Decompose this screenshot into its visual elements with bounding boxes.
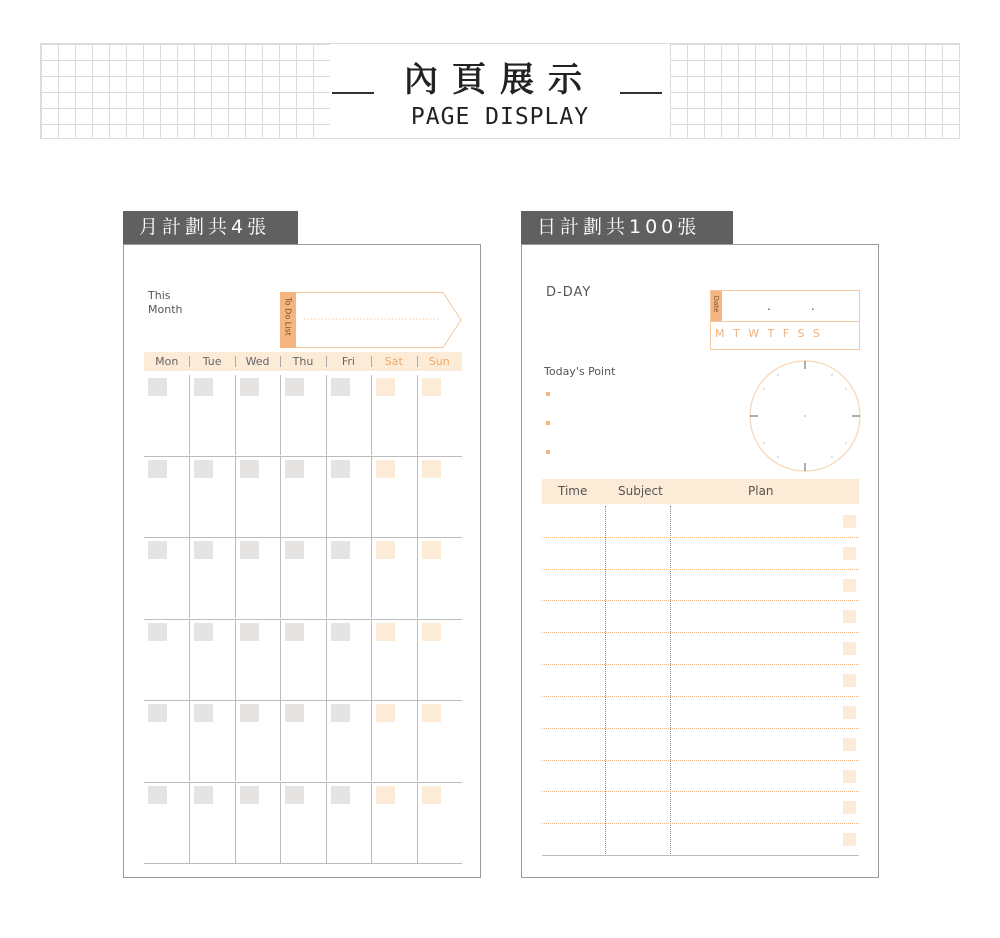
monthly-page xyxy=(123,244,481,878)
date-number-box xyxy=(331,704,350,722)
schedule-row-line xyxy=(542,632,859,633)
date-number-box xyxy=(240,786,259,804)
date-number-box xyxy=(331,786,350,804)
calendar-day-cell xyxy=(417,457,463,537)
calendar-day-cell xyxy=(371,375,417,455)
date-number-box xyxy=(422,786,441,804)
calendar-day-cell xyxy=(280,457,326,537)
schedule-checkbox xyxy=(843,547,856,560)
schedule-divider xyxy=(670,506,671,856)
date-number-box xyxy=(285,704,304,722)
calendar-day-cell xyxy=(417,538,463,618)
calendar-day-cell xyxy=(326,538,372,618)
weekday-sat: Sat xyxy=(371,352,416,371)
calendar-day-cell xyxy=(144,620,189,700)
date-number-box xyxy=(194,623,213,641)
date-number-box xyxy=(331,541,350,559)
calendar-day-cell xyxy=(235,783,281,863)
date-side-strip xyxy=(711,291,722,321)
weekday-wed: Wed xyxy=(235,352,280,371)
date-number-box xyxy=(376,704,395,722)
schedule-checkbox xyxy=(843,706,856,719)
schedule-row-line xyxy=(542,600,859,601)
calendar-day-cell xyxy=(371,538,417,618)
calendar-day-cell xyxy=(417,783,463,863)
calendar-day-cell xyxy=(144,375,189,455)
page-subtitle: PAGE DISPLAY xyxy=(410,104,590,130)
calendar-day-cell xyxy=(371,620,417,700)
calendar-day-cell xyxy=(371,783,417,863)
date-number-box xyxy=(331,378,350,396)
this-month-line1: This xyxy=(148,289,171,302)
calendar-day-cell xyxy=(371,457,417,537)
date-number-box xyxy=(376,541,395,559)
calendar-day-cell xyxy=(280,375,326,455)
schedule-checkbox xyxy=(843,801,856,814)
calendar-day-cell xyxy=(326,783,372,863)
date-number-box xyxy=(148,704,167,722)
this-month-line2: Month xyxy=(148,303,183,316)
this-month-label xyxy=(148,289,182,317)
point-bullet xyxy=(546,421,550,425)
calendar-day-cell xyxy=(235,538,281,618)
calendar-day-cell xyxy=(144,701,189,781)
date-number-box xyxy=(148,378,167,396)
weekday-tue: Tue xyxy=(189,352,234,371)
calendar-day-cell xyxy=(235,457,281,537)
date-divider xyxy=(711,321,859,322)
calendar-day-cell xyxy=(144,538,189,618)
col-plan: Plan xyxy=(748,484,774,498)
calendar-day-cell xyxy=(189,783,235,863)
point-bullet xyxy=(546,450,550,454)
col-subject: Subject xyxy=(618,484,663,498)
weekday-header xyxy=(144,352,462,371)
date-number-box xyxy=(240,704,259,722)
calendar-day-cell xyxy=(189,701,235,781)
schedule-header xyxy=(542,479,859,504)
calendar-day-cell xyxy=(189,375,235,455)
date-number-box xyxy=(240,378,259,396)
date-number-box xyxy=(194,786,213,804)
date-dots: .. xyxy=(767,299,855,313)
date-number-box xyxy=(422,378,441,396)
schedule-checkbox xyxy=(843,770,856,783)
date-number-box xyxy=(285,786,304,804)
schedule-checkbox xyxy=(843,515,856,528)
schedule-row-line xyxy=(542,696,859,697)
date-number-box xyxy=(422,704,441,722)
schedule-checkbox xyxy=(843,642,856,655)
month-calendar-grid xyxy=(144,375,462,864)
date-number-box xyxy=(194,704,213,722)
schedule-lines xyxy=(542,506,859,856)
weekday-fri: Fri xyxy=(326,352,371,371)
date-number-box xyxy=(285,623,304,641)
calendar-week-row xyxy=(144,538,462,620)
date-number-box xyxy=(422,460,441,478)
date-number-box xyxy=(194,378,213,396)
calendar-day-cell xyxy=(189,538,235,618)
schedule-row-line xyxy=(542,791,859,792)
date-number-box xyxy=(376,378,395,396)
todo-label: To Do List xyxy=(283,297,293,336)
schedule-checkbox xyxy=(843,674,856,687)
date-label: Date xyxy=(712,295,720,313)
monthly-tag: 月計劃共4張 xyxy=(123,211,298,244)
calendar-week-row xyxy=(144,457,462,539)
calendar-day-cell xyxy=(235,375,281,455)
todo-side-strip xyxy=(280,292,296,348)
todays-point-label: Today's Point xyxy=(544,365,616,378)
calendar-day-cell xyxy=(417,620,463,700)
calendar-day-cell xyxy=(417,375,463,455)
calendar-day-cell xyxy=(326,375,372,455)
date-number-box xyxy=(240,460,259,478)
schedule-row-line xyxy=(542,569,859,570)
todo-flag xyxy=(280,292,462,348)
calendar-day-cell xyxy=(144,783,189,863)
calendar-day-cell xyxy=(189,620,235,700)
date-number-box xyxy=(148,460,167,478)
date-number-box xyxy=(285,378,304,396)
date-number-box xyxy=(148,623,167,641)
clock-icon xyxy=(748,359,862,473)
schedule-checkbox xyxy=(843,610,856,623)
daily-tag: 日計劃共100張 xyxy=(521,211,733,244)
calendar-day-cell xyxy=(371,701,417,781)
schedule-checkbox xyxy=(843,579,856,592)
date-number-box xyxy=(331,460,350,478)
schedule-checkbox xyxy=(843,833,856,846)
calendar-day-cell xyxy=(235,701,281,781)
date-number-box xyxy=(422,623,441,641)
page-title: 內頁展示 xyxy=(404,60,596,100)
col-time: Time xyxy=(558,484,588,498)
schedule-row-line xyxy=(542,760,859,761)
date-number-box xyxy=(331,623,350,641)
calendar-day-cell xyxy=(326,620,372,700)
calendar-day-cell xyxy=(417,701,463,781)
date-number-box xyxy=(285,541,304,559)
calendar-week-row xyxy=(144,783,462,865)
schedule-row-line xyxy=(542,823,859,824)
date-number-box xyxy=(194,541,213,559)
schedule-checkbox xyxy=(843,738,856,751)
calendar-day-cell xyxy=(235,620,281,700)
daily-page xyxy=(521,244,879,878)
date-number-box xyxy=(148,541,167,559)
todo-flag-outline xyxy=(280,292,462,348)
schedule-row-line xyxy=(542,855,859,856)
dday-label: D-DAY xyxy=(546,285,592,300)
date-number-box xyxy=(422,541,441,559)
title-right-rule xyxy=(620,92,662,94)
header-title-box xyxy=(330,44,670,138)
date-number-box xyxy=(240,623,259,641)
calendar-day-cell xyxy=(326,701,372,781)
weekday-initials: MTWTFSS xyxy=(715,327,829,340)
date-number-box xyxy=(148,786,167,804)
calendar-day-cell xyxy=(280,783,326,863)
calendar-day-cell xyxy=(189,457,235,537)
schedule-row-line xyxy=(542,664,859,665)
date-number-box xyxy=(376,460,395,478)
schedule-row-line xyxy=(542,537,859,538)
schedule-row-line xyxy=(542,728,859,729)
point-bullet xyxy=(546,392,550,396)
calendar-day-cell xyxy=(144,457,189,537)
calendar-week-row xyxy=(144,620,462,702)
schedule-divider xyxy=(605,506,606,856)
calendar-day-cell xyxy=(280,701,326,781)
date-number-box xyxy=(376,786,395,804)
date-number-box xyxy=(376,623,395,641)
weekday-mon: Mon xyxy=(155,355,179,368)
calendar-day-cell xyxy=(280,538,326,618)
calendar-day-cell xyxy=(280,620,326,700)
date-number-box xyxy=(194,460,213,478)
calendar-week-row xyxy=(144,375,462,457)
date-number-box xyxy=(285,460,304,478)
calendar-day-cell xyxy=(326,457,372,537)
weekday-sun: Sun xyxy=(417,352,462,371)
calendar-week-row xyxy=(144,701,462,783)
date-box xyxy=(710,290,860,350)
weekday-thu: Thu xyxy=(280,352,325,371)
date-number-box xyxy=(240,541,259,559)
